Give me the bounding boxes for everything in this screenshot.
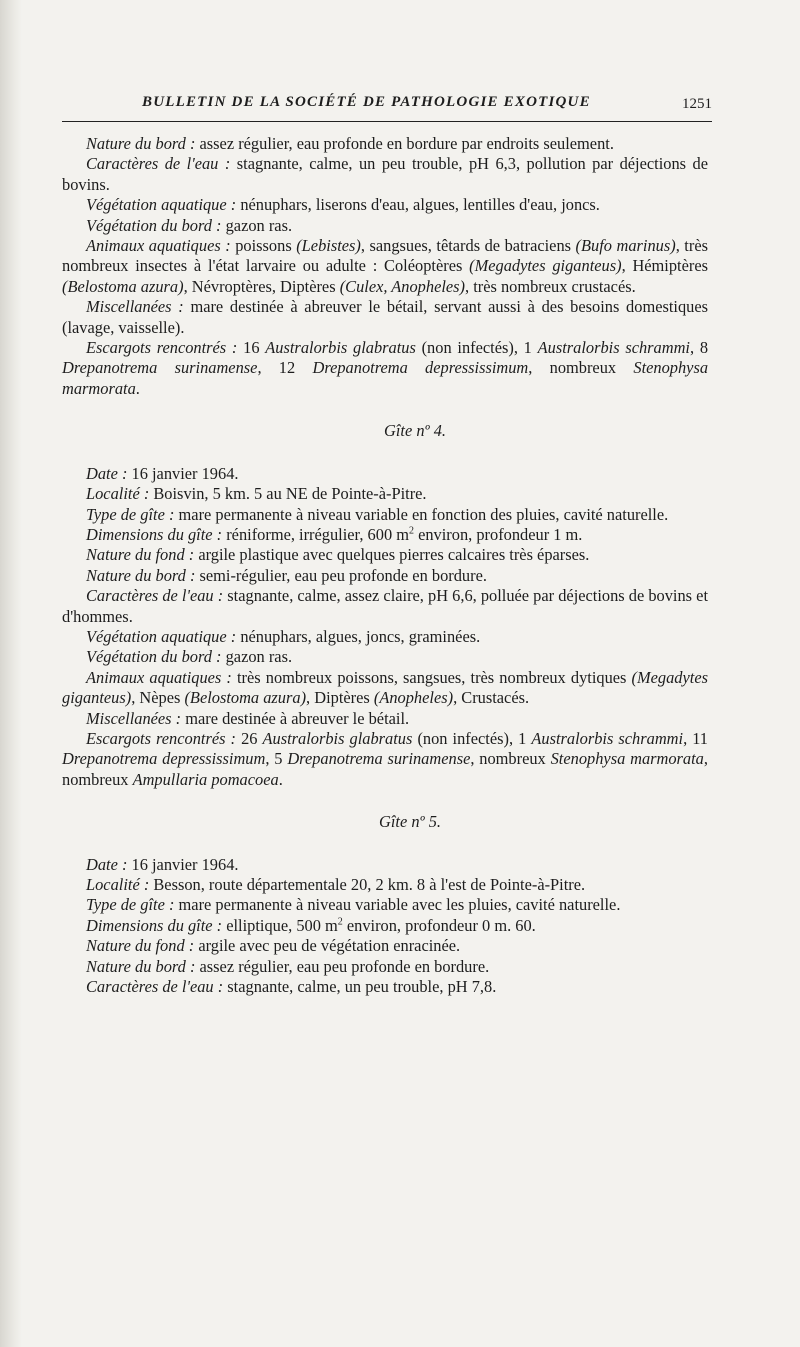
gite4-dimensions: Dimensions du gîte : réniforme, irrégulier, 600 $m^2$ environ, profondeur 1 m. xyxy=(86,524,583,544)
entry-vegetation-bord: Végétation du bord : gazon ras. xyxy=(86,215,293,235)
gite4-type: Type de gîte : mare permanente à niveau variable en fonction des pluies, cavité naturelle. xyxy=(86,504,669,524)
section-title-gite-4: Gîte nº 4. xyxy=(384,421,446,441)
gite4-animaux: Animaux aquatiques : très nombreux poissons, sangsues, très nombreux dytiques (Megadytes giganteus), Nèpes (Belostoma azura), Diptères (Anopheles), Crustacés. xyxy=(62,667,708,708)
gite4-date: Date : 16 janvier 1964. xyxy=(86,463,239,483)
gite5-caracteres-eau: Caractères de l'eau : stagnante, calme, un peu trouble, pH 7,8. xyxy=(86,977,497,997)
entry-animaux-aquatiques: Animaux aquatiques : poissons (Lebistes), sangsues, têtards de batraciens (Bufo marinus), très nombreux insectes à l'état larvaire ou adulte : Coléoptères (Megadytes giganteus), Hémiptères (Belostoma azura), Névroptères, Diptères (Culex, Anopheles), très nombreux crustacés. xyxy=(62,236,708,296)
page-number: 1251 xyxy=(682,96,712,112)
gite5-localite: Localité : Besson, route départementale 20, 2 km. 8 à l'est de Pointe-à-Pitre. xyxy=(86,875,586,894)
gite4-nature-fond: Nature du fond : argile plastique avec quelques pierres calcaires très éparses. xyxy=(86,545,590,565)
gite4-vegetation-aquatique: Végétation aquatique : nénuphars, algues, joncs, graminées. xyxy=(86,626,481,646)
entry-vegetation-aquatique: Végétation aquatique : nénuphars, liserons d'eau, algues, lentilles d'eau, joncs. xyxy=(86,195,600,215)
gite4-escargots: Escargots rencontrés : 26 Australorbis glabratus (non infectés), 1 Australorbis schrammi, 11 Drepanotrema depressissimum, 5 Drepanotrema surinamense, nombreux Stenophysa marmorata, nombreux Ampullaria pomacoea. xyxy=(62,728,708,789)
gite4-nature-bord: Nature du bord : semi-régulier, eau peu profonde en bordure. xyxy=(86,565,487,585)
entry-nature-bord: Nature du bord : assez régulier, eau profonde en bordure par endroits seulement. xyxy=(86,134,614,153)
gite4-caracteres-eau: Caractères de l'eau : stagnante, calme, assez claire, pH 6,6, polluée par déjections de bovins et d'hommes. xyxy=(62,586,708,626)
gite5-date: Date : 16 janvier 1964. xyxy=(86,854,239,874)
running-header xyxy=(62,94,712,116)
gite4-miscellanees: Miscellanées : mare destinée à abreuver le bétail. xyxy=(86,708,410,728)
gite5-nature-bord: Nature du bord : assez régulier, eau peu profonde en bordure. xyxy=(86,956,490,976)
entry-caracteres-eau: Caractères de l'eau : stagnante, calme, un peu trouble, pH 6,3, pollution par déjections de bovins. xyxy=(62,154,708,194)
journal-title: BULLETIN DE LA SOCIÉTÉ DE PATHOLOGIE EXOTIQUE xyxy=(142,94,591,110)
gite5-type: Type de gîte : mare permanente à niveau variable avec les pluies, cavité naturelle. xyxy=(86,895,621,915)
entry-escargots: Escargots rencontrés : 16 Australorbis glabratus (non infectés), 1 Australorbis schrammi, 8 Drepanotrema surinamense, 12 Drepanotrema depressissimum, nombreux Stenophysa marmorata. xyxy=(62,338,709,398)
gite5-dimensions: Dimensions du gîte : elliptique, 500 $m^2$ environ, profondeur 0 m. 60. xyxy=(86,915,536,935)
gite5-nature-fond: Nature du fond : argile avec peu de végétation enracinée. xyxy=(86,936,461,956)
gite4-localite: Localité : Boisvin, 5 km. 5 au NE de Pointe-à-Pitre. xyxy=(86,484,427,504)
gite4-vegetation-bord: Végétation du bord : gazon ras. xyxy=(86,647,293,667)
header-rule xyxy=(62,121,712,122)
page-binding-edge xyxy=(0,0,22,1347)
section-title-gite-5: Gîte nº 5. xyxy=(379,812,441,832)
article-body xyxy=(62,134,708,997)
entry-miscellanees: Miscellanées : mare destinée à abreuver le bétail, servant aussi à des besoins domestiques (lavage, vaisselle). xyxy=(62,297,708,337)
